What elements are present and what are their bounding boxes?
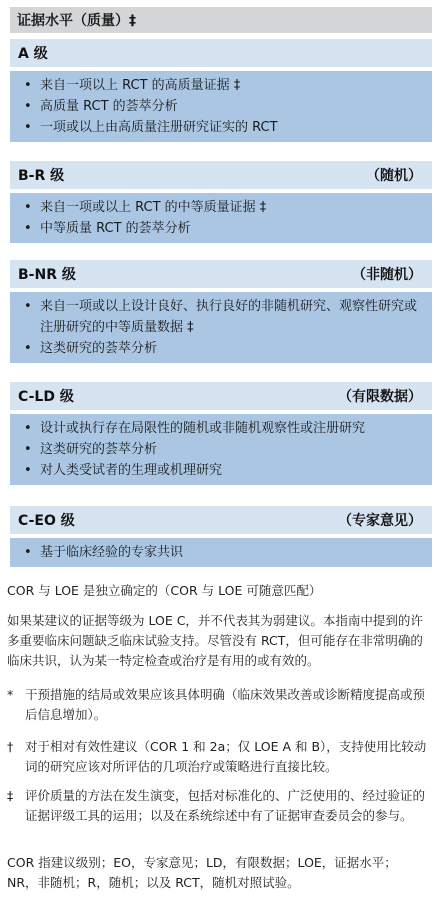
footnote-outcome: [7, 685, 427, 725]
list-item: • 对人类受试者的生理或机理研究: [24, 460, 424, 481]
page-header: [10, 7, 432, 33]
section-body: [10, 292, 432, 363]
bullet-icon: •: [24, 78, 32, 93]
list-item: • 来自一项或以上设计良好、执行良好的非随机研究、观察性研究或注册研究的中等质量数据 ‡: [24, 296, 424, 338]
section-header: [10, 39, 432, 67]
weak-recommendation-note: 如果某建议的证据等级为 LOE C，并不代表其为弱建议。本指南中提到的许多重要临床问题缺乏临床试验支持。尽管没有 RCT，但可能存在非常明确的临床共识，认为某一特定检查或治疗是有用的或有效的。: [7, 613, 423, 668]
bullet-icon: •: [24, 99, 32, 114]
abbreviations-note: COR 指建议级别；EO，专家意见；LD，有限数据；LOE，证据水平；NR，非随机；R，随机；以及 RCT，随机对照试验。: [7, 855, 397, 890]
footnote-comparative: [7, 737, 427, 777]
footnote-symbol: *: [7, 687, 14, 702]
section-title: B-R 级: [18, 168, 65, 184]
bullet-icon: •: [24, 463, 32, 478]
list-item: • 一项或以上由高质量注册研究证实的 RCT: [24, 117, 424, 138]
section-body: [10, 71, 432, 142]
bullet-icon: •: [24, 200, 32, 215]
section-title: B-NR 级: [18, 267, 76, 283]
list-item: • 基于临床经验的专家共识: [24, 542, 424, 563]
section-level-c-ld: [10, 382, 432, 485]
section-tag: （专家意见）: [338, 513, 422, 529]
section-level-b-nr: [10, 260, 432, 363]
bullet-icon: •: [24, 421, 32, 436]
list-item: • 来自一项以上 RCT 的高质量证据 ‡: [24, 75, 424, 96]
section-tag: （随机）: [366, 168, 422, 184]
footnote-text: 评价质量的方法在发生演变，包括对标准化的、广泛使用的、经过验证的证据评级工具的运用；以及在系统综述中有了证据审查委员会的参与。: [25, 788, 426, 823]
list-item: • 来自一项或以上 RCT 的中等质量证据 ‡: [24, 197, 424, 218]
bullet-icon: •: [24, 545, 32, 560]
list-item: • 高质量 RCT 的荟萃分析: [24, 96, 424, 117]
footnote-text: 对于相对有效性建议（COR 1 和 2a；仅 LOE A 和 B），支持使用比较动词的研究应该对所评估的几项治疗或策略进行直接比较。: [25, 739, 427, 774]
section-level-c-eo: [10, 506, 432, 567]
section-tag: （非随机）: [352, 267, 422, 283]
page-title: 证据水平（质量）‡: [17, 13, 136, 29]
section-header: [10, 161, 432, 189]
section-body: [10, 414, 432, 485]
bullet-icon: •: [24, 442, 32, 457]
footnote-text: 干预措施的结局或效果应该具体明确（临床效果改善或诊断精度提高或预后信息增加）。: [25, 687, 426, 722]
section-header: [10, 260, 432, 288]
section-title: C-LD 级: [18, 389, 74, 405]
bullet-icon: •: [24, 221, 32, 236]
list-item: • 中等质量 RCT 的荟萃分析: [24, 218, 424, 239]
section-title: C-EO 级: [18, 513, 75, 529]
section-level-b-r: [10, 161, 432, 243]
bullet-icon: •: [24, 341, 32, 356]
list-item: • 这类研究的荟萃分析: [24, 338, 424, 359]
independence-note: COR 与 LOE 是独立确定的（COR 与 LOE 可随意匹配）: [7, 583, 322, 598]
section-tag: （有限数据）: [338, 389, 422, 405]
section-title: A 级: [18, 46, 48, 62]
list-item: • 设计或执行存在局限性的随机或非随机观察性或注册研究: [24, 418, 424, 439]
footnote-symbol: †: [7, 739, 14, 754]
footnote-symbol: ‡: [7, 788, 14, 803]
section-header: [10, 506, 432, 534]
section-level-a: [10, 39, 432, 142]
footnote-quality: [7, 786, 427, 826]
section-header: [10, 382, 432, 410]
bullet-icon: •: [24, 120, 32, 135]
section-body: [10, 538, 432, 567]
list-item: • 这类研究的荟萃分析: [24, 439, 424, 460]
section-body: [10, 193, 432, 243]
bullet-icon: •: [24, 299, 32, 314]
